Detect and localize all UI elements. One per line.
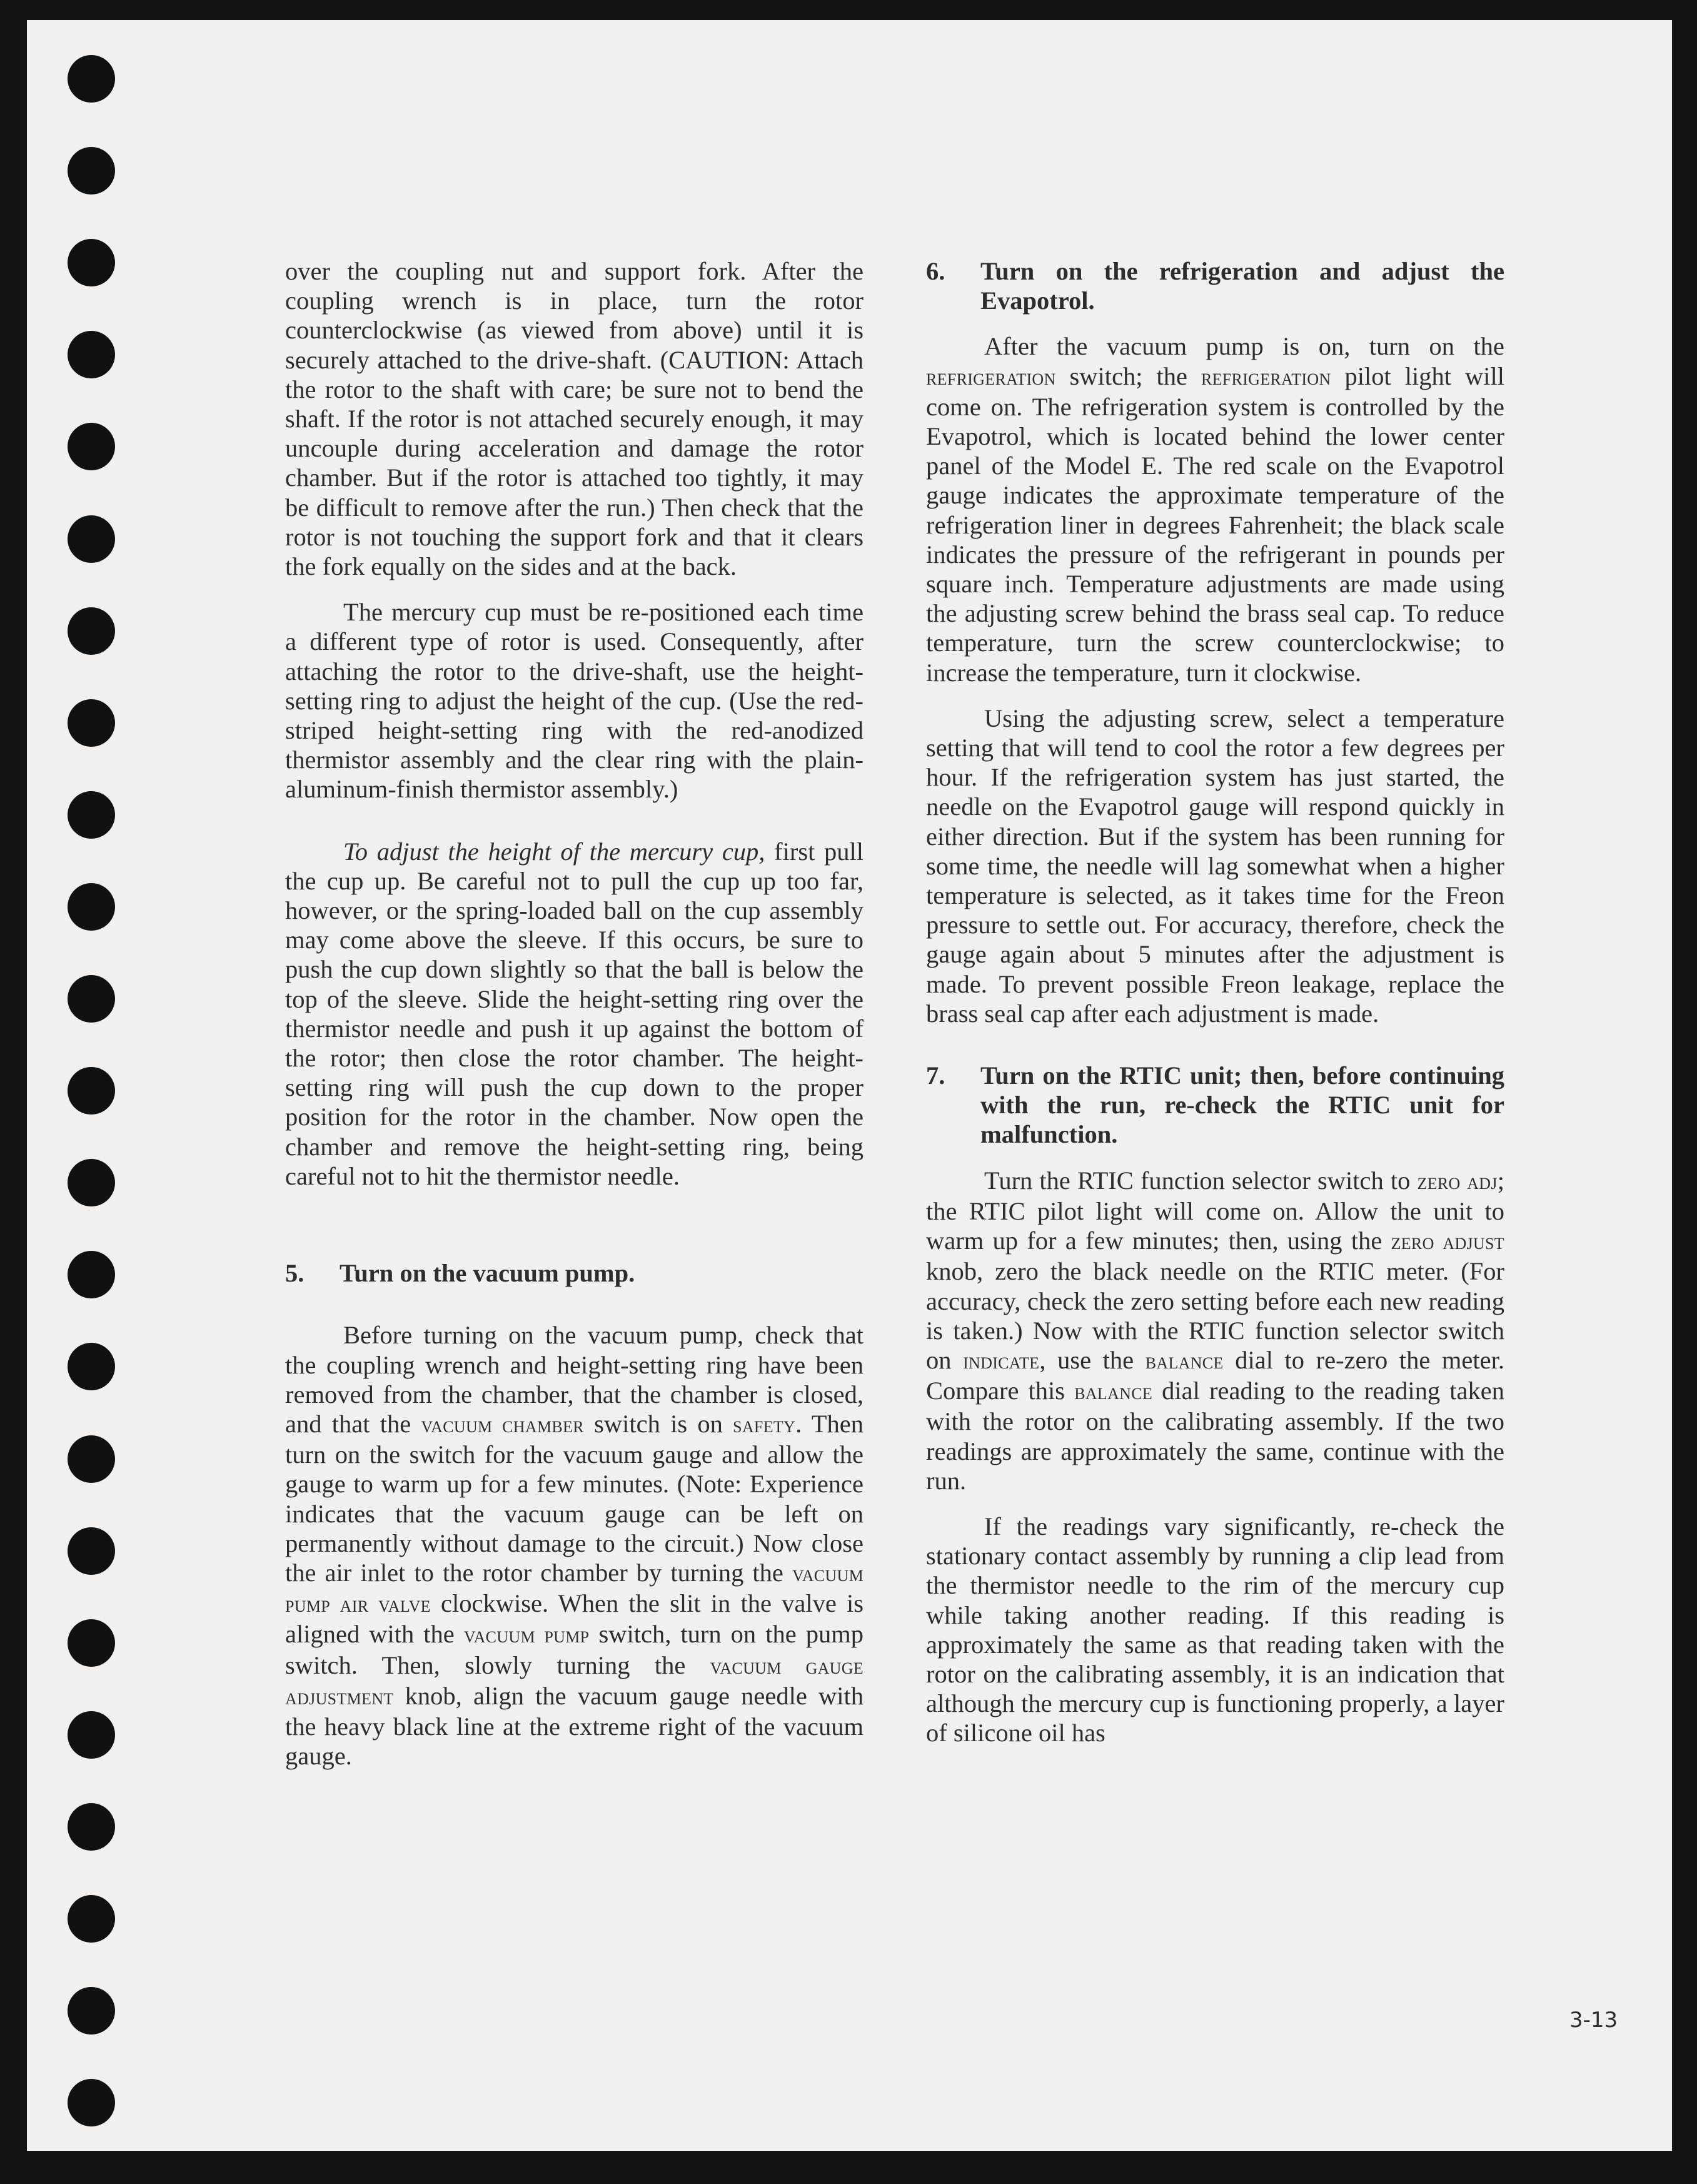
punch-hole-icon bbox=[68, 55, 115, 103]
left-column bbox=[285, 256, 864, 1771]
punch-hole-icon bbox=[68, 239, 115, 286]
punch-hole-icon bbox=[68, 1343, 115, 1390]
punch-hole-icon bbox=[68, 1803, 115, 1851]
punch-hole-icon bbox=[68, 1987, 115, 2035]
punch-hole-icon bbox=[68, 1159, 115, 1206]
step-title: Turn on the refrigeration and adjust the Evapotrol. bbox=[980, 257, 1504, 315]
control-label: safety bbox=[733, 1412, 796, 1438]
paragraph-readings-vary: If the readings vary significantly, re-check the stationary contact assembly by running a clip lead from the thermistor needle to the rim of the mercury cup while taking another reading. If this reading is approximately the same as that reading taken with the rotor on the calibrating assembly, it is an indication that although the mercury cup is functioning properly, a layer of silicone oil has bbox=[926, 1512, 1504, 1747]
paragraph-rotor-attachment: over the coupling nut and support fork. After the coupling wrench is in place, turn the rotor counterclockwise (as viewed from above) until it is securely attached to the drive-shaft. (CAUTION: Attach the rotor to the shaft with care; be sure not to bend the shaft. If the rotor is not attached securely enough, it may uncouple during acceleration and damage the rotor chamber. But if the rotor is attached too tightly, it may be difficult to remove after the run.) Then check that the rotor is not touching the support fork and that it clears the fork equally on the sides and at the back. bbox=[285, 257, 864, 581]
punch-hole-icon bbox=[68, 1711, 115, 1759]
control-label: vacuum chamber bbox=[421, 1412, 584, 1438]
punch-hole-icon bbox=[68, 1895, 115, 1943]
step-7-heading bbox=[926, 1061, 1504, 1150]
punch-hole-icon bbox=[68, 423, 115, 470]
paragraph-rtic-zero: Turn the RTIC function selector switch to zero adj; the RTIC pilot light will come on. Allow the unit to warm up for a few minutes; then, using the zero adjust knob, zero the black needle on the RTIC meter. (For accuracy, check the zero setting before each new reading is taken.) Now with the RTIC function selector switch on indicate, use the balance dial to re-zero the meter. Compare this balance dial reading to the reading taken with the rotor on the calibrating assembly. If the two readings are approximately the same, continue with the run. bbox=[926, 1166, 1504, 1495]
punch-hole-icon bbox=[68, 699, 115, 747]
control-label: zero adjust bbox=[1391, 1229, 1504, 1255]
step-number: 7. bbox=[926, 1061, 945, 1090]
manual-page bbox=[27, 20, 1672, 2151]
paragraph-refrigeration: After the vacuum pump is on, turn on the refrigeration switch; the refrigeration pilot light will come on. The refrigeration system is controlled by the Evapotrol, which is located behind the lower center panel of the Model E. The red scale on the Evapotrol gauge indicates the approximate temperature of the refrigeration liner in degrees Fahrenheit; the black scale indicates the pressure of the refrigerant in pounds per square inch. Temperature adjustments are made using the adjusting screw behind the brass seal cap. To reduce temperature, turn the screw counterclockwise; to increase the temperature, turn it clockwise. bbox=[926, 332, 1504, 687]
page-number: 3-13 bbox=[1569, 2008, 1618, 2033]
control-label: zero adj bbox=[1417, 1168, 1498, 1195]
step-number: 5. bbox=[285, 1259, 305, 1288]
punch-hole-icon bbox=[68, 1527, 115, 1575]
punch-hole-icon bbox=[68, 883, 115, 931]
punch-hole-icon bbox=[68, 331, 115, 378]
step-6-heading bbox=[926, 256, 1504, 315]
italic-lead-in: To adjust the height of the mercury cup, bbox=[343, 837, 765, 866]
paragraph-adjust-cup-height: To adjust the height of the mercury cup, first pull the cup up. Be careful not to pull the cup up too far, however, or the spring-loaded ball on the cup assembly may come above the sleeve. If this occurs, be sure to push the cup down slightly so that the ball is below the top of the sleeve. Slide the height-setting ring over the thermistor needle and push it up against the bottom of the rotor; then close the rotor chamber. The height-setting ring will push the cup down to the proper position for the rotor in the chamber. Now open the chamber and remove the height-setting ring, being careful not to hit the thermistor needle. bbox=[285, 837, 864, 1190]
control-label: vacuum pump air valve bbox=[285, 1560, 864, 1618]
control-label: vacuum gauge adjustment bbox=[285, 1653, 864, 1710]
punch-hole-icon bbox=[68, 975, 115, 1023]
control-label: balance bbox=[1074, 1379, 1153, 1405]
paragraph-mercury-cup: The mercury cup must be re-positioned each time a different type of rotor is used. Consequently, after attaching the rotor to the drive-shaft, use the height-setting ring to adjust the height of the cup. (Use the red-striped height-setting ring with the red-anodized thermistor assembly and the clear ring with the plain-aluminum-finish thermistor assembly.) bbox=[285, 598, 864, 804]
control-label: balance bbox=[1145, 1348, 1224, 1374]
control-label: indicate bbox=[963, 1348, 1040, 1374]
step-title: Turn on the RTIC unit; then, before continuing with the run, re-check the RTIC unit for malfunction. bbox=[980, 1061, 1504, 1149]
punch-hole-icon bbox=[68, 1067, 115, 1115]
paragraph-vacuum-pump: Before turning on the vacuum pump, check that the coupling wrench and height-setting ring have been removed from the chamber, that the chamber is closed, and that the vacuum chamber switch is on safety. Then turn on the switch for the vacuum gauge and allow the gauge to warm up for a few minutes. (Note: Experience indicates that the vacuum gauge can be left on permanently without damage to the circuit.) Now close the air inlet to the rotor chamber by turning the vacuum pump air valve clockwise. When the slit in the valve is aligned with the vacuum pump switch, turn on the pump switch. Then, slowly turning the vacuum gauge adjustment knob, align the vacuum gauge needle with the heavy black line at the extreme right of the vacuum gauge. bbox=[285, 1321, 864, 1771]
right-column bbox=[926, 256, 1504, 1748]
step-title: Turn on the vacuum pump. bbox=[340, 1259, 635, 1288]
punch-hole-icon bbox=[68, 1619, 115, 1667]
step-number: 6. bbox=[926, 257, 945, 285]
punch-hole-icon bbox=[68, 1435, 115, 1483]
punch-hole-icon bbox=[68, 2079, 115, 2126]
control-label: refrigeration bbox=[926, 364, 1056, 390]
step-5-heading bbox=[285, 1258, 864, 1288]
control-label: vacuum pump bbox=[463, 1622, 590, 1649]
paragraph-temperature-setting: Using the adjusting screw, select a temperature setting that will tend to cool the rotor a few degrees per hour. If the refrigeration system has just started, the needle on the Evapotrol gauge will respond quickly in either direction. But if the system has been running for some time, the needle will lag somewhat when a higher temperature is selected, as it takes time for the Freon pressure to settle out. For accuracy, therefore, check the gauge again about 5 minutes after the adjustment is made. To prevent possible Freon leakage, replace the brass seal cap after each adjustment is made. bbox=[926, 704, 1504, 1028]
punch-hole-icon bbox=[68, 1251, 115, 1298]
control-label: refrigeration bbox=[1201, 364, 1331, 390]
punch-hole-icon bbox=[68, 515, 115, 563]
punch-hole-icon bbox=[68, 791, 115, 839]
punch-hole-icon bbox=[68, 147, 115, 195]
punch-hole-icon bbox=[68, 607, 115, 655]
